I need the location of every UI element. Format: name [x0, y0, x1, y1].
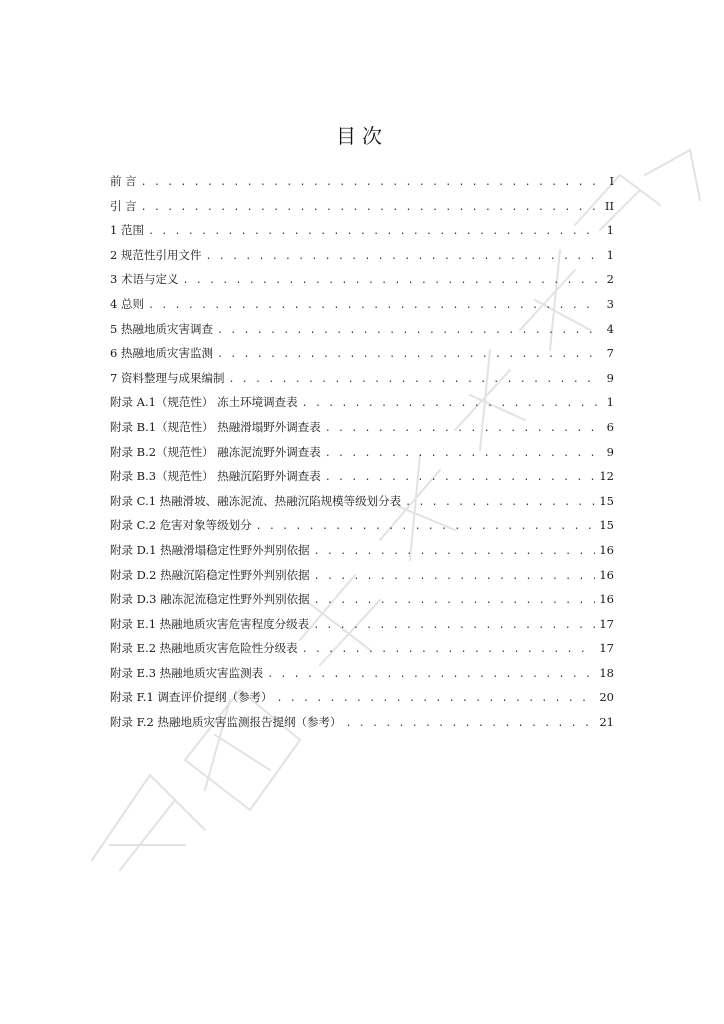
- toc-entry-page: 3: [606, 296, 614, 311]
- toc-entry-label: 附录 D.2 热融沉陷稳定性野外判别依据: [110, 567, 310, 582]
- toc-entry[interactable]: [110, 440, 614, 465]
- toc-entry-page: II: [604, 198, 614, 213]
- toc-dot-leader: [302, 392, 600, 417]
- toc-dot-leader: [148, 294, 600, 319]
- toc-entry[interactable]: [110, 366, 614, 391]
- toc-entry-label: 3 术语与定义: [110, 272, 179, 287]
- toc-dot-leader: [314, 540, 596, 565]
- toc-entry-label: 附录 C.2 危害对象等级划分: [110, 518, 252, 533]
- toc-dot-leader: [314, 589, 596, 614]
- toc-dot-leader: [276, 687, 595, 712]
- toc-entry[interactable]: [110, 341, 614, 366]
- table-of-contents: [110, 169, 614, 735]
- toc-entry[interactable]: [110, 661, 614, 686]
- toc-entry-label: 7 资料整理与成果编制: [110, 370, 225, 385]
- toc-entry-page: 4: [606, 321, 614, 336]
- toc-entry-page: 6: [606, 419, 614, 434]
- toc-entry-label: 附录 E.2 热融地质灾害危险性分级表: [110, 641, 298, 656]
- toc-dot-leader: [141, 196, 600, 221]
- toc-entry[interactable]: [110, 464, 614, 489]
- toc-dot-leader: [313, 614, 595, 639]
- toc-dot-leader: [267, 663, 595, 688]
- toc-entry-label: 附录 F.1 调查评价提纲（参考）: [110, 690, 273, 705]
- toc-dot-leader: [314, 565, 596, 590]
- toc-dot-leader: [217, 319, 600, 344]
- toc-entry-page: 16: [599, 592, 614, 607]
- toc-entry-page: I: [609, 174, 614, 188]
- toc-dot-leader: [405, 491, 595, 516]
- toc-entry-page: 1: [606, 223, 614, 238]
- toc-entry-page: 16: [599, 567, 614, 582]
- toc-entry[interactable]: [110, 636, 614, 661]
- toc-entry-page: 20: [599, 690, 614, 705]
- toc-entry-page: 21: [599, 715, 614, 730]
- toc-entry-page: 17: [599, 616, 614, 631]
- toc-entry-label: 引 言: [110, 198, 137, 213]
- page-title: 目次: [336, 124, 388, 148]
- toc-entry-label: 2 规范性引用文件: [110, 247, 202, 262]
- toc-entry-page: 16: [599, 542, 614, 557]
- toc-entry[interactable]: [110, 243, 614, 268]
- toc-entry-page: 9: [606, 370, 614, 385]
- toc-dot-leader: [182, 269, 600, 294]
- toc-entry-label: 附录 E.3 热融地质灾害监测表: [110, 665, 264, 680]
- toc-dot-leader: [205, 245, 600, 270]
- toc-entry-label: 附录 E.1 热融地质灾害危害程度分级表: [110, 616, 310, 631]
- toc-entry-label: 1 范围: [110, 223, 144, 238]
- toc-dot-leader: [256, 515, 596, 540]
- toc-entry[interactable]: [110, 538, 614, 563]
- toc-dot-leader: [325, 417, 600, 442]
- toc-dot-leader: [345, 712, 595, 737]
- toc-entry[interactable]: [110, 685, 614, 710]
- toc-entry-label: 附录 C.1 热融滑坡、融冻泥流、热融沉陷规模等级划分表: [110, 493, 402, 508]
- toc-dot-leader: [217, 343, 600, 368]
- toc-entry-label: 附录 A.1（规范性） 冻土环境调查表: [110, 395, 298, 410]
- toc-entry-label: 附录 D.3 融冻泥流稳定性野外判别依据: [110, 592, 310, 607]
- toc-entry[interactable]: [110, 563, 614, 588]
- toc-entry[interactable]: [110, 710, 614, 735]
- toc-entry-label: 4 总则: [110, 296, 144, 311]
- toc-entry-page: 2: [606, 272, 614, 287]
- toc-entry-label: 前 言: [110, 174, 137, 188]
- toc-dot-leader: [325, 442, 600, 467]
- toc-entry[interactable]: [110, 612, 614, 637]
- toc-dot-leader: [228, 368, 600, 393]
- toc-entry-label: 附录 B.2（规范性） 融冻泥流野外调查表: [110, 444, 321, 459]
- toc-entry-label: 附录 D.1 热融滑塌稳定性野外判别依据: [110, 542, 310, 557]
- toc-entry-page: 1: [606, 395, 614, 410]
- toc-entry[interactable]: [110, 317, 614, 342]
- toc-entry-label: 附录 F.2 热融地质灾害监测报告提纲（参考）: [110, 715, 342, 730]
- toc-entry-label: 6 热融地质灾害监测: [110, 346, 213, 361]
- toc-entry-page: 7: [606, 346, 614, 361]
- toc-entry[interactable]: [110, 513, 614, 538]
- toc-entry-page: 15: [599, 493, 614, 508]
- toc-entry[interactable]: [110, 390, 614, 415]
- toc-entry-page: 12: [599, 469, 614, 484]
- toc-entry-label: 5 热融地质灾害调查: [110, 321, 213, 336]
- toc-dot-leader: [325, 466, 596, 491]
- toc-entry[interactable]: [110, 415, 614, 440]
- toc-entry[interactable]: [110, 267, 614, 292]
- toc-dot-leader: [302, 638, 596, 663]
- toc-entry[interactable]: [110, 218, 614, 243]
- toc-entry-page: 1: [606, 247, 614, 262]
- toc-entry[interactable]: [110, 587, 614, 612]
- toc-dot-leader: [148, 220, 600, 245]
- toc-entry[interactable]: [110, 194, 614, 219]
- toc-dot-leader: [141, 171, 600, 196]
- toc-entry[interactable]: [110, 489, 614, 514]
- toc-entry[interactable]: [110, 292, 614, 317]
- toc-entry-page: 15: [599, 518, 614, 533]
- toc-entry-page: 17: [599, 641, 614, 656]
- toc-entry-label: 附录 B.3（规范性） 热融沉陷野外调查表: [110, 469, 321, 484]
- toc-entry-label: 附录 B.1（规范性） 热融滑塌野外调查表: [110, 419, 321, 434]
- toc-entry-page: 9: [606, 444, 614, 459]
- toc-entry-page: 18: [599, 665, 614, 680]
- toc-entry[interactable]: [110, 169, 614, 194]
